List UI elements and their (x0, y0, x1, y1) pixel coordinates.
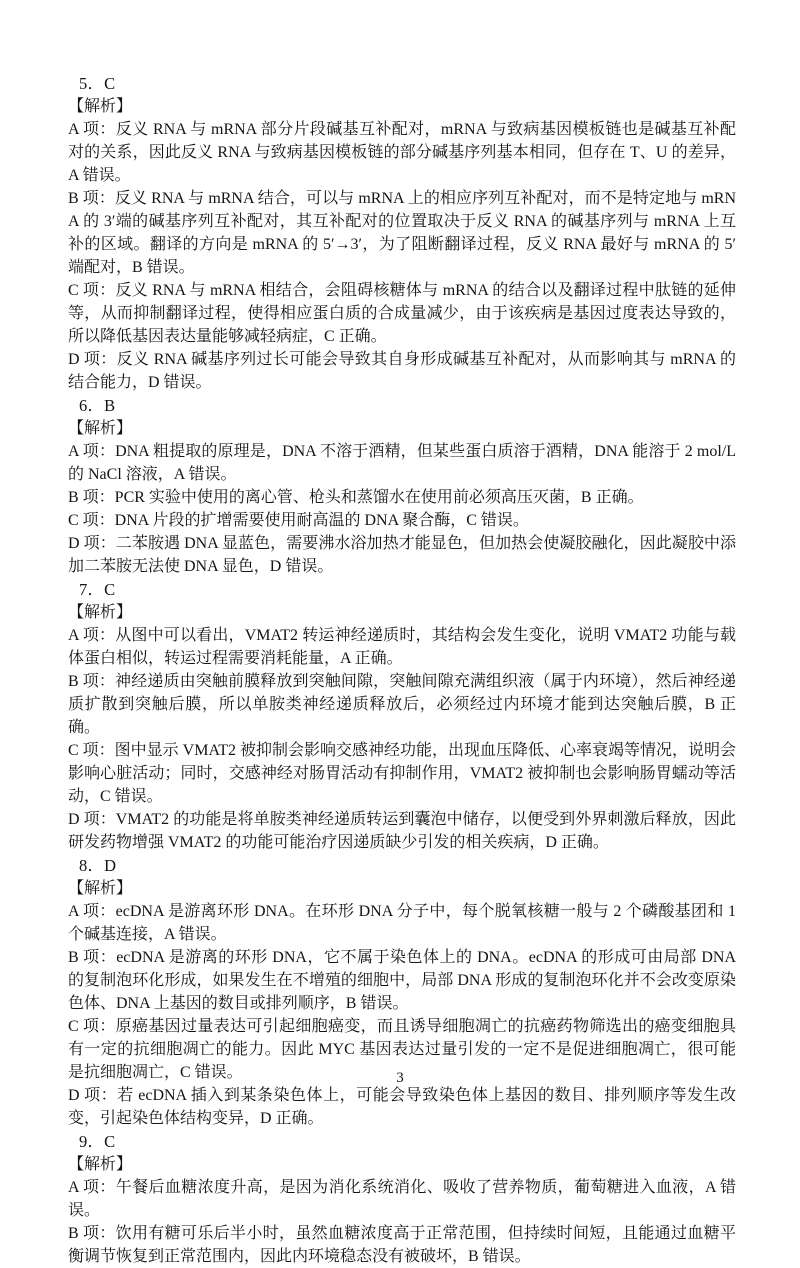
question-6-option-c-analysis: C 项：DNA 片段的扩增需要使用耐高温的 DNA 聚合酶，C 错误。 (68, 512, 529, 529)
question-9-option-a-analysis: A 项：午餐后血糖浓度升高，是因为消化系统消化、吸收了营养物质，葡萄糖进入血液，A 错误。 (68, 1179, 736, 1219)
question-6-option-d-analysis: D 项：二苯胺遇 DNA 显蓝色，需要沸水浴加热才能显色，但加热会使凝胶融化，因此凝胶中添加二苯胺无法使 DNA 显色，D 错误。 (68, 535, 736, 575)
question-6-option-b-analysis: B 项：PCR 实验中使用的离心管、枪头和蒸馏水在使用前必须高压灭菌，B 正确。 (68, 489, 644, 506)
question-7-analysis-label: 【解析】 (68, 604, 133, 621)
question-7-answer: 7．C (79, 580, 116, 599)
question-5-option-c-analysis: C 项：反义 RNA 与 mRNA 相结合，会阻碍核糖体与 mRNA 的结合以及翻译过程中肽链的延伸等，从而抑制翻译过程，使得相应蛋白质的合成量减少，由于该疾病是基因过度表达导致的，所以降低基因表达量能够减轻病症，C 正确。 (68, 282, 736, 345)
question-9-answer: 9．C (79, 1132, 116, 1151)
question-7-option-d-analysis: D 项：VMAT2 的功能是将单胺类神经递质转运到囊泡中储存，以便受到外界刺激后释放，因此研发药物增强 VMAT2 的功能可能治疗因递质缺少引发的相关疾病，D 正确。 (68, 811, 736, 851)
question-8-analysis-label: 【解析】 (68, 880, 133, 897)
question-5-section (68, 72, 736, 394)
question-7-section (68, 578, 736, 854)
question-9-option-b-analysis: B 项：饮用有糖可乐后半小时，虽然血糖浓度高于正常范围，但持续时间短，且能通过血糖平衡调节恢复到正常范围内，因此内环境稳态没有被破坏，B 错误。 (68, 1225, 736, 1265)
question-9-analysis-label: 【解析】 (68, 1156, 133, 1173)
question-7-option-c-analysis: C 项：图中显示 VMAT2 被抑制会影响交感神经功能，出现血压降低、心率衰竭等情况，说明会影响心脏活动；同时，交感神经对肠胃活动有抑制作用，VMAT2 被抑制也会影响肠胃蠕动等活动，C 错误。 (68, 742, 737, 805)
answer-key-content (68, 72, 736, 1268)
question-6-answer: 6．B (79, 396, 116, 415)
question-7-option-b-analysis: B 项：神经递质由突触前膜释放到突触间隙，突触间隙充满组织液（属于内环境），然后神经递质扩散到突触后膜，所以单胺类神经递质释放后，必须经过内环境才能到达突触后膜，B 正确。 (68, 673, 736, 736)
question-6-analysis-label: 【解析】 (68, 420, 133, 437)
question-9-section (68, 1130, 736, 1268)
question-5-option-d-analysis: D 项：反义 RNA 碱基序列过长可能会导致其自身形成碱基互补配对，从而影响其与 mRNA 的结合能力，D 错误。 (68, 351, 736, 391)
question-8-option-c-analysis: C 项：原癌基因过量表达可引起细胞癌变，而且诱导细胞凋亡的抗癌药物筛选出的癌变细胞具有一定的抗细胞凋亡的能力。因此 MYC 基因表达过量引发的一定不是促进细胞凋亡，很可能是抗细胞凋亡，C 错误。 (68, 1018, 736, 1081)
page-number: 3 (396, 1070, 404, 1086)
question-6-option-a-analysis: A 项：DNA 粗提取的原理是，DNA 不溶于酒精，但某些蛋白质溶于酒精，DNA 能溶于 2 mol/L 的 NaCl 溶液，A 错误。 (68, 443, 736, 483)
question-8-option-b-analysis: B 项：ecDNA 是游离的环形 DNA，它不属于染色体上的 DNA。ecDNA 的形成可由局部 DNA 的复制泡环化形成，如果发生在不增殖的细胞中，局部 DNA 形成的复制泡环化并不会改变原染色体、DNA 上基因的数目或排列顺序，B 错误。 (68, 949, 736, 1012)
question-5-analysis-label: 【解析】 (68, 98, 133, 115)
question-8-option-a-analysis: A 项：ecDNA 是游离环形 DNA。在环形 DNA 分子中，每个脱氧核糖一般与 2 个磷酸基团和 1 个碱基连接，A 错误。 (68, 903, 736, 943)
question-5-option-a-analysis: A 项：反义 RNA 与 mRNA 部分片段碱基互补配对，mRNA 与致病基因模板链也是碱基互补配对的关系，因此反义 RNA 与致病基因模板链的部分碱基序列基本相同，但存在 T、U 的差异，A 错误。 (68, 121, 736, 184)
question-8-answer: 8．D (79, 856, 117, 875)
question-6-section (68, 394, 736, 578)
question-5-option-b-analysis: B 项：反义 RNA 与 mRNA 结合，可以与 mRNA 上的相应序列互补配对，而不是特定地与 mRNA 的 3′端的碱基序列互补配对，其互补配对的位置取决于反义 RNA 的碱基序列与 mRNA 上互补的区域。翻译的方向是 mRNA 的 5′→3′，为了阻断翻译过程，反义 RNA 最好与 mRNA 的 5′端配对，B 错误。 (68, 190, 736, 276)
question-7-option-a-analysis: A 项：从图中可以看出，VMAT2 转运神经递质时，其结构会发生变化，说明 VMAT2 功能与载体蛋白相似，转运过程需要消耗能量，A 正确。 (68, 627, 736, 667)
question-8-option-d-analysis: D 项：若 ecDNA 插入到某条染色体上，可能会导致染色体上基因的数目、排列顺序等发生改变，引起染色体结构变异，D 正确。 (68, 1087, 736, 1127)
question-5-answer: 5．C (79, 74, 116, 93)
question-8-section (68, 854, 736, 1130)
